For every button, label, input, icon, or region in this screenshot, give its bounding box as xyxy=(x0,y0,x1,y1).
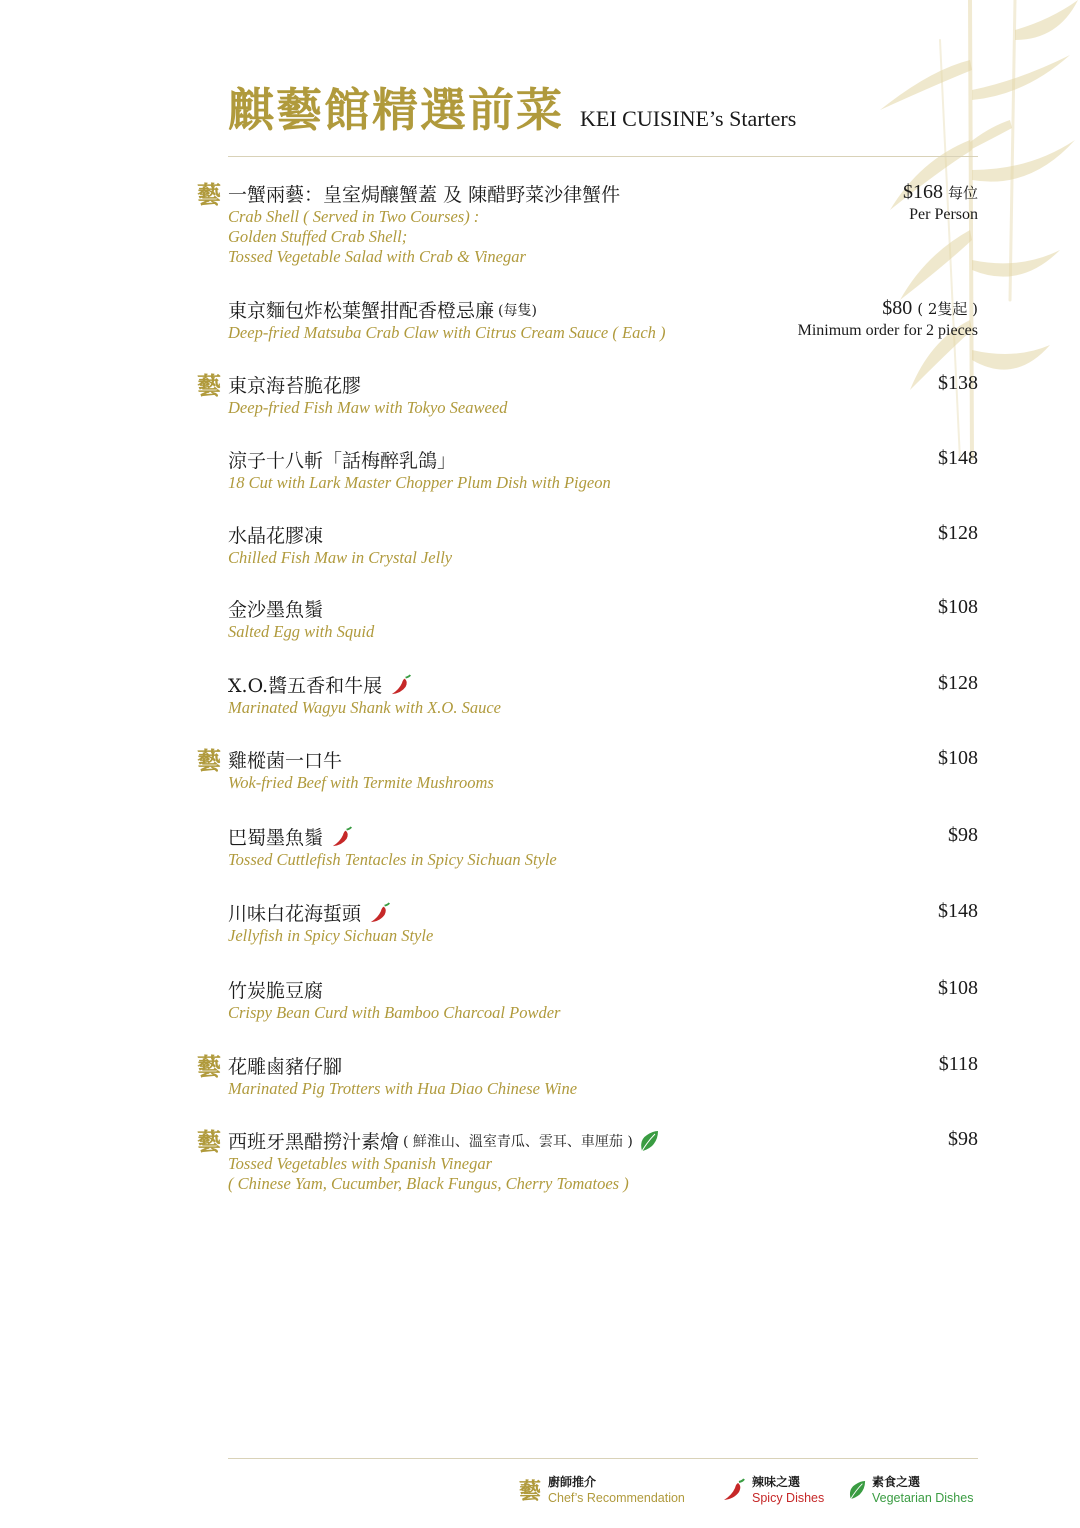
dish-name-en: Golden Stuffed Crab Shell; xyxy=(228,227,408,246)
menu-header xyxy=(228,74,796,140)
dish-name-zh-text: 金沙墨魚鬚 xyxy=(228,599,324,621)
menu-item xyxy=(197,1052,978,1099)
svg-text:藝: 藝 xyxy=(197,746,221,775)
menu-item xyxy=(197,1127,978,1194)
price-value: $108 xyxy=(938,596,978,618)
header-divider xyxy=(228,156,978,157)
menu-item xyxy=(228,823,978,870)
chef-recommendation-icon xyxy=(196,745,222,775)
chef-recommendation-icon xyxy=(196,1051,222,1081)
dish-name-zh xyxy=(228,446,978,473)
dish-name-zh xyxy=(228,746,978,773)
price-value: $138 xyxy=(938,372,978,394)
dish-price xyxy=(938,746,978,770)
dish-name-zh-text: 竹炭脆豆腐 xyxy=(228,980,324,1002)
price-value: $108 xyxy=(938,747,978,769)
dish-name-zh-text: 雞樅菌一口牛 xyxy=(228,750,343,772)
dish-name-zh-text: 西班牙黑醋撈汁素燴 xyxy=(228,1131,400,1153)
menu-item xyxy=(197,180,978,267)
dish-name-zh xyxy=(228,671,978,698)
dish-name-zh xyxy=(228,1052,978,1079)
price-value: $128 xyxy=(938,522,978,544)
legend-spicy-en: Spicy Dishes xyxy=(752,1491,825,1505)
svg-text:藝: 藝 xyxy=(197,1052,221,1081)
dish-name-en: Chilled Fish Maw in Crystal Jelly xyxy=(228,548,453,567)
legend-vegetarian-dishes xyxy=(848,1474,973,1506)
dish-name-zh xyxy=(228,1127,978,1154)
svg-text:藝: 藝 xyxy=(197,371,221,400)
dish-price xyxy=(938,671,978,695)
dish-name-en: Marinated Pig Trotters with Hua Diao Chinese Wine xyxy=(228,1079,578,1098)
legend-spicy-zh: 辣味之選 xyxy=(752,1475,801,1489)
price-value: $118 xyxy=(938,1053,978,1075)
dish-name-zh-text: 水晶花膠凍 xyxy=(228,525,324,547)
price-value: $128 xyxy=(938,672,978,694)
dish-name-en: Jellyfish in Spicy Sichuan Style xyxy=(228,926,434,945)
price-value: $168 xyxy=(902,181,943,203)
chili-icon xyxy=(331,826,353,848)
legend-chef-en: Chef’s Recommendation xyxy=(548,1491,685,1505)
svg-text:藝: 藝 xyxy=(518,1478,542,1505)
dish-name-zh-note: ( 鮮淮山、溫室青瓜、雲耳、車厘茄 ) xyxy=(403,1133,633,1150)
dish-price xyxy=(938,446,978,470)
price-value: $98 xyxy=(948,824,978,846)
dish-price xyxy=(938,899,978,923)
dish-name-en: Crispy Bean Curd with Bamboo Charcoal Powder xyxy=(228,1003,561,1022)
dish-name-zh-text: 巴蜀墨魚鬚 xyxy=(228,827,324,849)
price-value: $148 xyxy=(938,447,978,469)
dish-price xyxy=(938,595,978,619)
price-unit: ( 2隻起 ) xyxy=(917,300,978,318)
dish-name-zh xyxy=(228,823,978,850)
price-note: Minimum order for 2 pieces xyxy=(797,322,978,339)
dish-price xyxy=(939,1052,978,1076)
dish-name-zh-text: 川味白花海蜇頭 xyxy=(228,903,362,925)
price-value: $108 xyxy=(938,977,978,999)
price-unit: 每位 xyxy=(947,184,978,202)
dish-name-en: Deep-fried Matsuba Crab Claw with Citrus Cream Sauce ( Each ) xyxy=(228,323,666,342)
menu-item xyxy=(228,671,978,718)
dish-name-en: Salted Egg with Squid xyxy=(228,622,375,641)
dish-name-en: Deep-fried Fish Maw with Tokyo Seaweed xyxy=(228,398,508,417)
dish-name-en: Tossed Vegetables with Spanish Vinegar xyxy=(228,1154,492,1173)
price-value: $98 xyxy=(948,1128,978,1150)
dish-name-en: Tossed Cuttlefish Tentacles in Spicy Sichuan Style xyxy=(228,850,557,869)
dish-price xyxy=(948,1127,978,1151)
dish-name-en: Tossed Vegetable Salad with Crab & Vinegar xyxy=(228,247,526,266)
dish-name-zh-text: 東京麵包炸松葉蟹拑配香橙忌廉 xyxy=(228,300,495,322)
menu-item xyxy=(228,899,978,946)
legend-veg-en: Vegetarian Dishes xyxy=(872,1491,974,1505)
menu-item xyxy=(197,746,978,793)
dish-name-zh xyxy=(228,180,978,207)
dish-name-en: ( Chinese Yam, Cucumber, Black Fungus, Cherry Tomatoes ) xyxy=(228,1174,629,1193)
legend-spicy-dishes xyxy=(722,1474,824,1506)
dish-name-zh-note: (每隻) xyxy=(498,302,537,319)
chef-recommendation-icon xyxy=(196,370,222,400)
footer-divider xyxy=(228,1458,978,1459)
menu-item xyxy=(228,296,978,343)
dish-name-zh xyxy=(228,521,978,548)
page-title-en: KEI CUISINE’s Starters xyxy=(580,106,797,131)
dish-name-en: Crab Shell ( Served in Two Courses) : xyxy=(228,207,480,226)
dish-name-en: Wok-fried Beef with Termite Mushrooms xyxy=(228,773,494,792)
dish-name-zh xyxy=(228,899,978,926)
menu-item xyxy=(197,371,978,418)
dish-price xyxy=(903,180,978,225)
dish-price xyxy=(938,976,978,1000)
dish-name-zh xyxy=(228,595,978,622)
leaf-icon xyxy=(639,1130,659,1152)
menu-item xyxy=(228,446,978,493)
dish-price xyxy=(798,296,978,341)
chef-recommendation-icon xyxy=(518,1475,542,1505)
menu-item xyxy=(228,976,978,1023)
chef-recommendation-icon xyxy=(196,179,222,209)
chili-icon xyxy=(722,1477,746,1503)
price-value: $148 xyxy=(938,900,978,922)
chili-icon xyxy=(390,674,412,696)
legend-veg-zh: 素食之選 xyxy=(872,1475,921,1489)
menu-item xyxy=(228,521,978,568)
legend-chef-recommendation xyxy=(518,1474,685,1506)
legend-chef-zh: 廚師推介 xyxy=(548,1475,597,1489)
chef-recommendation-icon xyxy=(196,1126,222,1156)
menu-item xyxy=(228,595,978,642)
dish-name-zh-text: 花雕鹵豬仔腳 xyxy=(228,1056,343,1078)
dish-name-zh xyxy=(228,976,978,1003)
price-value: $80 xyxy=(882,297,913,319)
dish-price xyxy=(938,371,978,395)
dish-name-zh-text: 一蟹兩藝：皇室焗釀蟹蓋 及 陳醋野菜沙律蟹件 xyxy=(228,184,621,206)
dish-name-zh xyxy=(228,371,978,398)
dish-price xyxy=(938,521,978,545)
chili-icon xyxy=(369,902,391,924)
dish-price xyxy=(948,823,978,847)
dish-name-zh-text: X.O.醬五香和牛展 xyxy=(228,675,383,697)
dish-name-zh-text: 東京海苔脆花膠 xyxy=(228,375,362,397)
price-note: Per Person xyxy=(909,206,978,223)
page-title-zh: 麒藝館精選前菜 xyxy=(228,83,564,137)
leaf-icon xyxy=(848,1478,866,1502)
dish-name-en: Marinated Wagyu Shank with X.O. Sauce xyxy=(228,698,501,717)
svg-text:藝: 藝 xyxy=(197,180,221,209)
svg-text:藝: 藝 xyxy=(197,1127,221,1156)
dish-name-zh-text: 涼子十八斬「話梅醉乳鴿」 xyxy=(228,450,457,472)
dish-name-en: 18 Cut with Lark Master Chopper Plum Dish with Pigeon xyxy=(228,473,611,492)
